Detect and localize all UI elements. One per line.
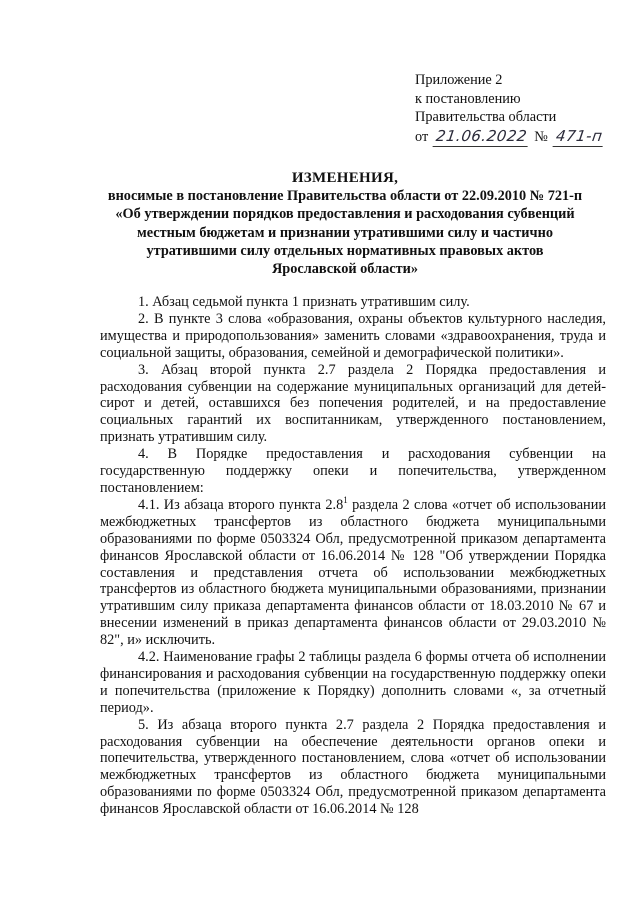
superscript: 1 bbox=[343, 495, 348, 506]
paragraph-5: 5. Из абзаца второго пункта 2.7 раздела 2 Порядка предоставления и расходования субвенции на обеспечение деятельности органов опеки и попечительства, утвержденного постановлением, слова «отчет об использовании межбюджетных трансфертов из областного бюджета муниципальными образованиями по форме 0503324 Обл, предусмотренной приказом департамента финансов Ярославской области от 16.06.2014 № 128 bbox=[100, 716, 606, 818]
handwritten-number: 471-п bbox=[552, 127, 605, 147]
from-label: от bbox=[415, 128, 429, 145]
title-line-2: вносимые в постановление Правительства области от 22.09.2010 № 721-п bbox=[107, 188, 583, 205]
title-line-5: утратившими силу отдельных нормативных правовых актов bbox=[146, 242, 544, 259]
paragraph-4-2: 4.2. Наименование графы 2 таблицы раздела 6 формы отчета об исполнении финансирования и расходования субвенции на государственную поддержку опеки и попечительства (приложение к Порядку) дополнить словами «, за отчетный период». bbox=[100, 649, 606, 716]
title-main: ИЗМЕНЕНИЯ, bbox=[291, 170, 399, 186]
title-line-3: «Об утверждении порядков предоставления и расходования субвенций bbox=[115, 206, 575, 223]
paragraph-4-1-rest: раздела 2 слова «отчет об использовании межбюджетных трансфертов из областного бюджета муниципальными образованиями по форме 0503324 Обл, предусмотренной приказом департамента финансов Ярославской области от 16.06.2014 № 128 "Об утверждении Порядка составления и представления отчета об использовании межбюджетных трансфертов из областного бюджета муниципальными образованиями, признании утратившим силу приказа департамента финансов области от 18.03.2010 № 67 и внесении изменений в приказ департамента финансов области от 29.03.2010 № 82", и» исключить. bbox=[100, 496, 606, 649]
title-line-6: Ярославской области» bbox=[271, 261, 419, 278]
paragraph-4: 4. В Порядке предоставления и расходования субвенции на государственную поддержку опеки и попечительства, утвержденном постановлением: bbox=[100, 446, 606, 496]
paragraph-4-1-start: 4.1. Из абзаца второго пункта 2.8 bbox=[138, 496, 344, 513]
paragraph-1: 1. Абзац седьмой пункта 1 признать утратившим силу. bbox=[138, 294, 470, 310]
handwritten-date: 21.06.2022 bbox=[432, 127, 530, 147]
document-title bbox=[80, 169, 610, 278]
number-label: № bbox=[534, 128, 548, 145]
appendix-line-1: Приложение 2 bbox=[415, 72, 503, 88]
appendix-date-line bbox=[415, 127, 604, 147]
appendix-line-3: Правительства области bbox=[415, 109, 557, 125]
paragraph-4-1 bbox=[100, 497, 606, 649]
paragraph-2: 2. В пункте 3 слова «образования, охраны объектов культурного наследия, имущества и природопользования» заменить словами «здравоохранения, труда и социальной защиты, образования, семейной и демографической политики». bbox=[100, 310, 606, 361]
document-body bbox=[100, 294, 606, 818]
appendix-block bbox=[415, 71, 604, 146]
paragraph-3: 3. Абзац второй пункта 2.7 раздела 2 Порядка предоставления и расходования субвенции на содержание муниципальных организаций для детей-сирот и детей, оставшихся без попечения родителей, и на предоставление социальных гарантий их воспитанникам, утвержденного постановлением, признать утратившим силу. bbox=[100, 361, 606, 446]
title-line-4: местным бюджетам и признании утратившими силу и частично bbox=[137, 224, 553, 241]
appendix-line-2: к постановлению bbox=[415, 90, 521, 107]
